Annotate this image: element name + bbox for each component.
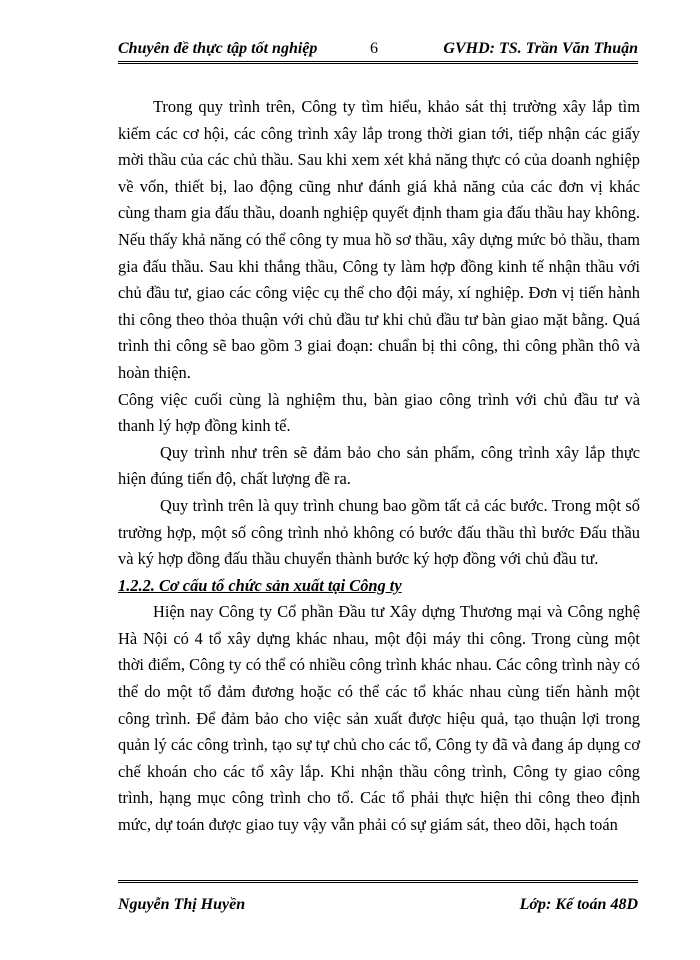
page-footer [118,896,638,920]
paragraph-2: Công việc cuối cùng là nghiệm thu, bàn giao công trình với chủ đầu tư và thanh lý hợp đồng kinh tế. [118,389,640,436]
header-rule [118,61,638,64]
paragraph-1: Trong quy trình trên, Công ty tìm hiểu, khảo sát thị trường xây lắp tìm kiếm các cơ hội, các công trình xây lắp trong thời gian tới, tiếp nhận các giấy mời thầu của các chủ thầu. Sau khi xem xét khả năng thực có của doanh nghiệp về vốn, thiết bị, lao động cũng như đánh giá khả năng của các đơn vị khác cùng tham gia đấu thầu, doanh nghiệp quyết định tham gia đấu thầu hay không. Nếu thấy khả năng có thể công ty mua hồ sơ thầu, xây dựng mức bỏ thầu, tham gia đấu thầu. Sau khi thắng thầu, Công ty làm hợp đồng kinh tế nhận thầu với chủ đầu tư, giao các công việc cụ thể cho đội máy, xí nghiệp. Đơn vị tiến hành thi công theo thỏa thuận với chủ đầu tư khi chủ đầu tư bàn giao mặt bằng. Quá trình thi công sẽ bao gồm 3 giai đoạn: chuẩn bị thi công, thi công phần thô và hoàn thiện. [118,97,640,382]
page-body [118,94,640,839]
paragraph-3: Quy trình như trên sẽ đảm bảo cho sản phẩm, công trình xây lắp thực hiện đúng tiến độ, chất lượng đề ra. [118,442,640,489]
header-supervisor: GVHD: TS. Trần Văn Thuận [443,40,638,57]
paragraph-4: Quy trình trên là quy trình chung bao gồm tất cả các bước. Trong một số trường hợp, một số công trình nhỏ không có bước đấu thầu thì bước Đấu thầu và ký hợp đồng đấu thầu chuyển thành bước ký hợp đồng với chủ đầu tư. [118,495,640,569]
footer-author: Nguyễn Thị Huyền [118,896,246,913]
header-title: Chuyên đề thực tập tốt nghiệp [118,40,318,57]
page-header [118,38,638,62]
page-number: 6 [370,40,378,57]
paragraph-5: Hiện nay Công ty Cổ phần Đầu tư Xây dựng Thương mại và Công nghệ Hà Nội có 4 tổ xây dựng khác nhau, một đội máy thi công. Trong cùng một thời điểm, Công ty có thể có nhiều công trình khác nhau. Các công trình này có thể do một tổ đảm đương hoặc có thể các tổ khác nhau cùng tiến hành một công trình. Để đảm bảo cho việc sản xuất được hiệu quả, tạo thuận lợi trong quản lý các công trình, tạo sự tự chủ cho các tổ, Công ty đã và đang áp dụng cơ chế khoán cho các tổ xây lắp. Khi nhận thầu công trình, Công ty giao công trình, hạng mục công trình cho tổ. Các tổ phải thực hiện thi công theo định mức, dự toán được giao tuy vậy vẫn phải có sự giám sát, theo dõi, hạch toán [118,602,640,835]
footer-rule [118,880,638,883]
footer-class: Lớp: Kế toán 48D [519,896,638,913]
section-heading: 1.2.2. Cơ cấu tổ chức sản xuất tại Công ty [118,575,402,595]
